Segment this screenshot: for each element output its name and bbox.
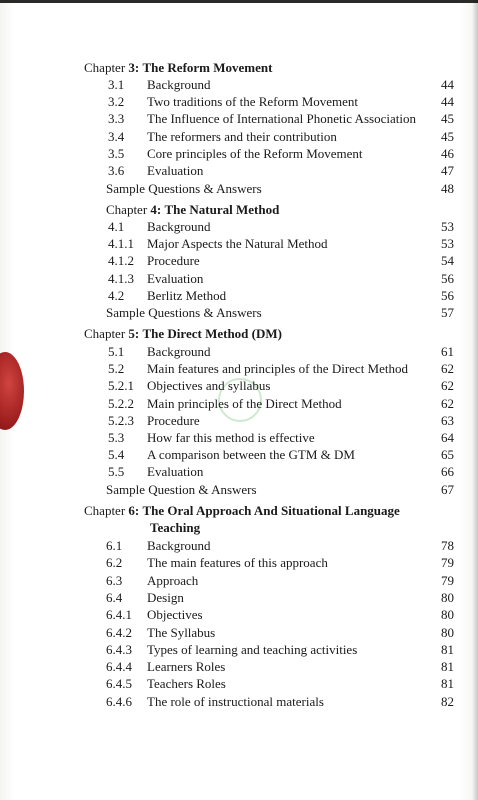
toc-entry-number: 5.3 xyxy=(108,430,125,445)
chapter-6-heading[interactable] xyxy=(84,503,400,519)
toc-entry[interactable] xyxy=(0,555,478,571)
toc-entry-title: The reformers and their contribution xyxy=(147,128,337,144)
toc-entry[interactable] xyxy=(0,129,478,145)
toc-entry-page: 81 xyxy=(441,641,454,657)
toc-entry-title: A comparison between the GTM & DM xyxy=(147,447,355,463)
toc-entry-title: Evaluation xyxy=(147,270,204,286)
toc-entry[interactable] xyxy=(0,344,478,360)
toc-entry-title: Berlitz Method xyxy=(147,287,227,303)
toc-entry-title: Objectives and syllabus xyxy=(147,378,271,394)
toc-entry[interactable] xyxy=(0,94,478,110)
toc-entry-number: 4.1.1 xyxy=(108,236,134,252)
toc-entry[interactable] xyxy=(0,694,478,710)
toc-entry-page: 45 xyxy=(441,128,454,144)
toc-entry[interactable] xyxy=(0,236,478,252)
toc-entry-number: 6.4.4 xyxy=(106,659,132,675)
toc-entry-page: 82 xyxy=(441,693,454,709)
toc-entry[interactable] xyxy=(0,396,478,412)
toc-entry-number: 4.1 xyxy=(108,219,125,234)
chapter-number: 5: xyxy=(128,326,140,341)
toc-entry-title: Major Aspects the Natural Method xyxy=(147,236,328,252)
chapter-prefix: Chapter xyxy=(84,503,129,518)
toc-entry-page: 61 xyxy=(441,344,454,359)
toc-entry-title: Types of learning and teaching activities xyxy=(147,641,358,657)
toc-entry-title: Core principles of the Reform Movement xyxy=(147,145,363,161)
page-top-edge xyxy=(0,0,478,3)
toc-entry-title: Design xyxy=(147,589,184,605)
toc-entry-page: 46 xyxy=(441,145,454,161)
toc-entry-page: 53 xyxy=(441,236,454,252)
chapter-number: 6: xyxy=(128,503,140,518)
toc-entry-page: 63 xyxy=(441,412,454,428)
sample-questions-title: Sample Questions & Answers xyxy=(106,305,262,320)
toc-entry[interactable] xyxy=(0,111,478,127)
toc-entry-number: 6.4.5 xyxy=(106,676,132,692)
toc-entry-title: Learners Roles xyxy=(147,659,226,675)
toc-entry[interactable] xyxy=(0,146,478,162)
toc-entry-number: 5.2 xyxy=(108,361,125,377)
sample-questions-page: 48 xyxy=(441,181,454,196)
chapter-5-heading[interactable] xyxy=(84,326,282,342)
toc-entry-number: 3.2 xyxy=(108,94,125,110)
toc-entry-title: Two traditions of the Reform Movement xyxy=(147,94,359,110)
toc-entry-title: How far this method is effective xyxy=(147,430,315,445)
toc-entry-number: 3.3 xyxy=(108,111,125,127)
toc-entry[interactable] xyxy=(0,625,478,641)
sample-questions-entry[interactable] xyxy=(106,482,454,498)
chapter-3-heading[interactable] xyxy=(84,60,272,76)
chapter-title: The Reform Movement xyxy=(142,60,273,75)
toc-entry[interactable] xyxy=(0,271,478,287)
toc-entry-number: 6.4.1 xyxy=(106,607,132,623)
toc-entry-page: 78 xyxy=(441,538,454,553)
sample-questions-title: Sample Questions & Answers xyxy=(106,181,262,196)
toc-entry-number: 5.4 xyxy=(108,447,125,463)
toc-entry-page: 62 xyxy=(441,395,454,411)
chapter-title: The Oral Approach And Situational Language xyxy=(142,503,400,518)
toc-entry[interactable] xyxy=(0,413,478,429)
toc-entry[interactable] xyxy=(0,447,478,463)
toc-entry-title: The Syllabus xyxy=(147,624,216,640)
toc-entry-page: 79 xyxy=(441,572,454,588)
chapter-number: 3: xyxy=(128,60,140,75)
toc-entry-number: 4.2 xyxy=(108,287,125,303)
toc-entry-page: 62 xyxy=(441,378,454,394)
toc-entry-number: 4.1.2 xyxy=(108,253,134,269)
toc-entry-title: Background xyxy=(147,219,211,234)
toc-entry-page: 45 xyxy=(441,111,454,127)
toc-entry-title: Approach xyxy=(147,572,199,588)
toc-entry[interactable] xyxy=(0,378,478,394)
toc-entry-number: 6.1 xyxy=(106,538,123,553)
toc-entry-title: Procedure xyxy=(147,412,200,428)
toc-entry-page: 62 xyxy=(441,361,454,377)
chapter-number: 4: xyxy=(150,202,162,217)
toc-entry-number: 6.4.6 xyxy=(106,693,132,709)
toc-entry-number: 6.4.2 xyxy=(106,624,132,640)
toc-entry-number: 3.1 xyxy=(108,77,125,92)
toc-entry-page: 54 xyxy=(441,253,454,269)
toc-entry-number: 5.2.1 xyxy=(108,378,134,394)
toc-entry[interactable] xyxy=(0,464,478,480)
toc-entry[interactable] xyxy=(0,607,478,623)
chapter-4-heading[interactable] xyxy=(106,202,279,218)
toc-entry-page: 80 xyxy=(441,607,454,623)
toc-entry-title: Evaluation xyxy=(147,464,204,480)
toc-entry-page: 80 xyxy=(441,624,454,640)
toc-entry-page: 80 xyxy=(441,589,454,605)
toc-entry-number: 6.4.3 xyxy=(106,641,132,657)
toc-entry-number: 6.4 xyxy=(106,589,123,605)
toc-entry-number: 4.1.3 xyxy=(108,270,134,286)
toc-entry-page: 79 xyxy=(441,555,454,571)
toc-entry[interactable] xyxy=(0,642,478,658)
toc-entry-number: 3.5 xyxy=(108,145,125,161)
toc-entry-number: 5.2.2 xyxy=(108,395,134,411)
toc-entry-page: 44 xyxy=(441,77,454,92)
chapter-prefix: Chapter xyxy=(84,60,129,75)
toc-entry-page: 81 xyxy=(441,676,454,692)
sample-questions-entry[interactable] xyxy=(106,305,454,321)
toc-entry-number: 5.2.3 xyxy=(108,412,134,428)
toc-entry[interactable] xyxy=(0,253,478,269)
toc-entry-page: 53 xyxy=(441,219,454,234)
toc-entry-title: The Influence of International Phonetic Association xyxy=(147,111,416,127)
toc-entry-title: Background xyxy=(147,344,211,359)
toc-entry[interactable] xyxy=(0,538,478,554)
toc-entry-page: 56 xyxy=(441,270,454,286)
toc-entry-page: 44 xyxy=(441,94,454,110)
toc-entry-title: The role of instructional materials xyxy=(147,693,324,709)
sample-questions-page: 57 xyxy=(441,305,454,320)
toc-entry-page: 66 xyxy=(441,464,454,480)
sample-questions-page: 67 xyxy=(441,482,454,497)
toc-entry[interactable] xyxy=(0,676,478,692)
toc-entry[interactable] xyxy=(0,77,478,93)
toc-entry[interactable] xyxy=(0,659,478,675)
toc-entry-page: 65 xyxy=(441,447,454,463)
toc-entry[interactable] xyxy=(0,288,478,304)
chapter-6-title-line2: Teaching xyxy=(150,520,201,535)
chapter-prefix: Chapter xyxy=(106,202,151,217)
toc-entry-page: 81 xyxy=(441,659,454,675)
toc-entry[interactable] xyxy=(0,163,478,179)
toc-entry[interactable] xyxy=(0,361,478,377)
toc-entry-number: 5.1 xyxy=(108,344,125,359)
toc-entry-page: 64 xyxy=(441,430,454,445)
toc-entry-page: 47 xyxy=(441,163,454,178)
chapter-title: The Direct Method (DM) xyxy=(142,326,282,341)
chapter-prefix: Chapter xyxy=(84,326,129,341)
sample-questions-title: Sample Question & Answers xyxy=(106,482,257,497)
toc-entry[interactable] xyxy=(0,573,478,589)
toc-entry-number: 6.2 xyxy=(106,555,123,571)
toc-entry-title: Background xyxy=(147,77,211,92)
toc-entry-number: 3.4 xyxy=(108,128,125,144)
toc-entry-title: Objectives xyxy=(147,607,203,623)
toc-entry-page: 56 xyxy=(441,287,454,303)
toc-entry-title: The main features of this approach xyxy=(147,555,328,571)
toc-entry-title: Evaluation xyxy=(147,163,204,178)
toc-entry-title: Main features and principles of the Direct Method xyxy=(147,361,408,377)
toc-entry-number: 5.5 xyxy=(108,464,125,480)
sample-questions-entry[interactable] xyxy=(106,181,454,197)
chapter-title: The Natural Method xyxy=(164,202,280,217)
toc-entry[interactable] xyxy=(0,590,478,606)
toc-entry-number: 6.3 xyxy=(106,572,123,588)
toc-entry[interactable] xyxy=(0,430,478,446)
toc-entry[interactable] xyxy=(0,219,478,235)
toc-entry-number: 3.6 xyxy=(108,163,125,178)
toc-entry-title: Teachers Roles xyxy=(147,676,226,692)
toc-entry-title: Procedure xyxy=(147,253,200,269)
toc-entry-title: Main principles of the Direct Method xyxy=(147,395,342,411)
toc-entry-title: Background xyxy=(147,538,211,553)
